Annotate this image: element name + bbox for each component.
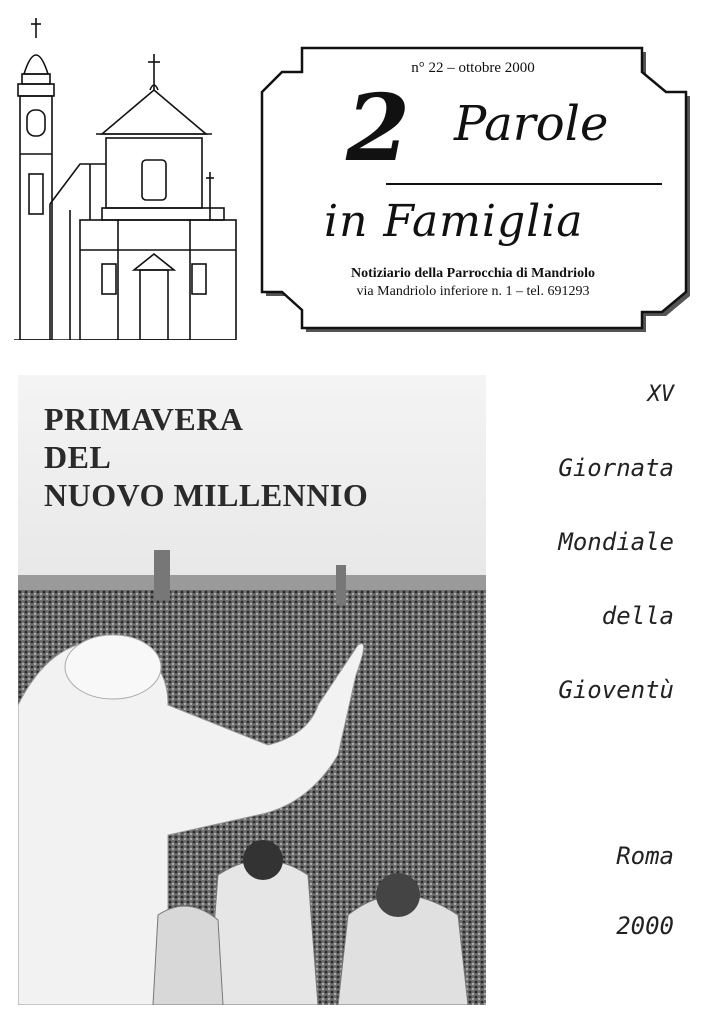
title-line-2: in Famiglia bbox=[324, 196, 584, 247]
side-year: 2000 bbox=[616, 912, 674, 940]
headline-line-2: DEL bbox=[44, 439, 112, 475]
headline-line-3: NUOVO MILLENNIO bbox=[44, 477, 369, 513]
church-illustration bbox=[10, 14, 238, 340]
side-city: Roma bbox=[616, 842, 674, 870]
side-line-gioventu: Gioventù bbox=[558, 676, 674, 704]
issue-date: n° 22 – ottobre 2000 bbox=[411, 60, 535, 76]
side-line-della: della bbox=[601, 602, 674, 630]
side-line-mondiale: Mondiale bbox=[558, 528, 674, 556]
parish-name: Notiziario della Parrocchia di Mandriolo bbox=[351, 266, 595, 281]
headline-line-1: PRIMAVERA bbox=[44, 401, 244, 437]
side-line-giornata: Giornata bbox=[558, 454, 674, 482]
parish-address: via Mandriolo inferiore n. 1 – tel. 691293 bbox=[356, 284, 590, 299]
title-number: 2 bbox=[346, 74, 411, 182]
edition-number: XV bbox=[647, 382, 674, 407]
cover-headline bbox=[44, 400, 368, 514]
title-word: Parole bbox=[454, 96, 609, 152]
masthead bbox=[258, 44, 698, 336]
